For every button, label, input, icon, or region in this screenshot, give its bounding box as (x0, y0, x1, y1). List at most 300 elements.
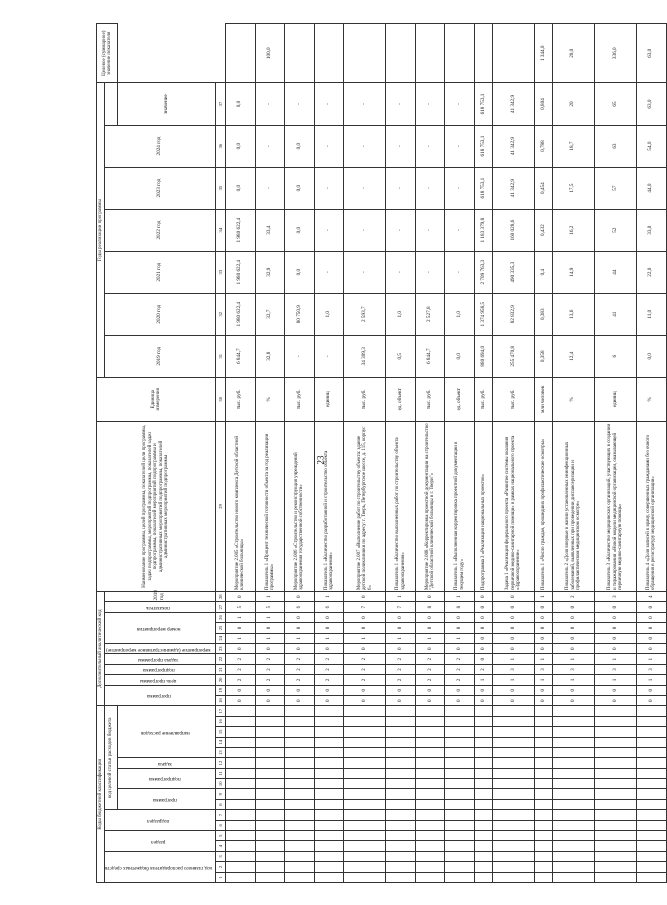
code-digit-cell: 0 (255, 685, 285, 695)
mer-num-header: номер мероприятия (104, 612, 216, 643)
code-digit-cell (344, 737, 386, 747)
code-digit-cell: 0 (255, 644, 285, 654)
row-unit-cell: тыс. руб. (475, 377, 493, 421)
year-value-cell: - (386, 83, 416, 125)
code-digit-cell (636, 851, 666, 861)
code-digit-cell (636, 789, 666, 799)
row-name-cell: Показатель 1 «Количество выполненных работ по строительству объекта здравоохранения» (386, 421, 416, 591)
program-table (96, 23, 667, 883)
code-digit-cell (492, 851, 534, 861)
code-digit-cell (475, 747, 493, 757)
code-digit-cell (534, 758, 552, 768)
code-digit-cell: 0 (534, 612, 552, 622)
code-digit-cell (636, 737, 666, 747)
code-digit-cell (552, 789, 594, 799)
year-value-cell: 618 753,1 (475, 167, 493, 209)
code-digit-cell: 0 (285, 644, 315, 654)
code-digit-cell: 0 (636, 612, 666, 622)
column-number-cell: 36 (216, 125, 226, 167)
row-name-cell: Мероприятие 2.007 «Выполнение работ по строительству объекта: здание детской поликлиники по адресу: г. Тверь, Петербургское шоссе, д. 115, корпус 6» (344, 421, 386, 591)
csr-direction-header: направление расходов (118, 706, 216, 758)
code-digit-cell: 1 (636, 675, 666, 685)
code-digit-cell (492, 737, 534, 747)
year-value-cell: 0,0 (285, 251, 315, 293)
code-digit-cell (594, 706, 636, 716)
year-value-cell: 880 694,0 (475, 335, 493, 377)
code-digit-cell (492, 768, 534, 778)
code-digit-cell (344, 768, 386, 778)
code-digit-cell: 0 (475, 654, 493, 664)
code-digit-cell (314, 789, 344, 799)
code-digit-cell: 0 (285, 623, 315, 633)
code-digit-cell (415, 737, 445, 747)
code-digit-cell (255, 831, 285, 841)
extra-code-header: Дополнительный аналитический код (97, 591, 105, 705)
code-digit-cell: 0 (445, 644, 475, 654)
year-value-cell: - (445, 167, 475, 209)
code-digit-cell (445, 789, 475, 799)
code-digit-cell (636, 706, 666, 716)
row-unit-cell: % (552, 377, 594, 421)
code-digit-cell: 0 (226, 591, 256, 601)
year-value-cell: - (314, 209, 344, 251)
column-number-cell: 23 (216, 644, 226, 654)
column-number-cell: 19 (216, 685, 226, 695)
code-digit-cell (492, 789, 534, 799)
code-digit-cell (534, 841, 552, 851)
code-digit-cell (344, 747, 386, 757)
code-digit-cell (255, 716, 285, 726)
code-digit-cell (285, 831, 315, 841)
code-digit-cell: 0 (534, 685, 552, 695)
code-digit-cell (552, 758, 594, 768)
code-digit-cell (534, 706, 552, 716)
final-value-cell (285, 24, 315, 84)
year-value-cell: 1 980 622,4 (226, 251, 256, 293)
code-digit-cell: 2 (445, 664, 475, 674)
code-digit-cell: 1 (415, 633, 445, 643)
year-value-cell: 65 (594, 83, 636, 125)
code-digit-cell (386, 799, 416, 809)
row-name-cell: Показатель 3 «Количество медицинских организаций, участвующих в создании и тиражировании «Новой модели медицинской организации, оказывающей первичную медико-санитарную помощь» (594, 421, 636, 591)
code-digit-cell (445, 716, 475, 726)
row-unit-cell: ед. объект (386, 377, 416, 421)
year-value-cell: 6 (594, 335, 636, 377)
code-digit-cell (344, 820, 386, 830)
header-row-1 (97, 24, 105, 883)
code-digit-cell: 0 (636, 685, 666, 695)
code-digit-cell (552, 716, 594, 726)
code-digit-cell (386, 706, 416, 716)
year-value-cell: 20 (552, 83, 594, 125)
year-value-cell: 82 832,9 (492, 293, 534, 335)
admin-code-header: код главного распорядителя бюджетных средств (104, 851, 216, 882)
code-digit-cell (415, 706, 445, 716)
code-digit-cell (594, 820, 636, 830)
code-digit-cell (386, 747, 416, 757)
column-number-cell: 9 (216, 789, 226, 799)
code-digit-cell: 0 (492, 695, 534, 705)
code-digit-cell (445, 810, 475, 820)
code-digit-cell (415, 758, 445, 768)
year-value-cell: 2 709 763,3 (475, 251, 493, 293)
code-digit-cell (415, 841, 445, 851)
table-row (594, 24, 636, 883)
code-digit-cell (445, 862, 475, 872)
code-digit-cell (552, 841, 594, 851)
table-row (445, 24, 475, 883)
code-digit-cell: 0 (534, 623, 552, 633)
year-value-cell: - (344, 251, 386, 293)
code-digit-cell (226, 779, 256, 789)
code-digit-cell: 1 (344, 633, 386, 643)
year-value-cell: 34 309,3 (344, 335, 386, 377)
code-digit-cell (492, 747, 534, 757)
code-digit-cell (344, 831, 386, 841)
code-digit-cell (314, 779, 344, 789)
code-digit-cell: 0 (636, 623, 666, 633)
year-2018-header: 2018 год (104, 591, 216, 601)
final-value-cell: 20,0 (552, 24, 594, 84)
code-digit-cell (415, 768, 445, 778)
code-digit-cell (344, 799, 386, 809)
code-digit-cell: 5 (226, 602, 256, 612)
code-digit-cell: 3 (594, 664, 636, 674)
code-digit-cell: 0 (226, 685, 256, 695)
code-digit-cell (255, 810, 285, 820)
code-digit-cell (594, 862, 636, 872)
code-digit-cell (594, 789, 636, 799)
year-value-cell: 618 753,1 (475, 125, 493, 167)
code-digit-cell (386, 851, 416, 861)
column-number-cell: 5 (216, 831, 226, 841)
year-value-cell: 33,4 (255, 209, 285, 251)
code-digit-cell (255, 727, 285, 737)
code-digit-cell (534, 727, 552, 737)
code-digit-cell (636, 810, 666, 820)
subsection-header: подраздел (104, 810, 216, 831)
code-digit-cell (552, 872, 594, 882)
code-digit-cell (314, 737, 344, 747)
year-value-cell: 6 844,7 (226, 335, 256, 377)
code-digit-cell (552, 862, 594, 872)
column-number-cell: 24 (216, 633, 226, 643)
code-digit-cell: 2 (255, 654, 285, 664)
code-digit-cell (475, 768, 493, 778)
code-digit-cell (314, 872, 344, 882)
code-digit-cell: 1 (552, 654, 594, 664)
year-value-cell: 17,5 (552, 167, 594, 209)
code-digit-cell (552, 737, 594, 747)
code-digit-cell (475, 799, 493, 809)
code-digit-cell (285, 841, 315, 851)
code-digit-cell (594, 851, 636, 861)
code-digit-cell: 0 (492, 633, 534, 643)
row-name-cell: Мероприятие 2.008 «Корректировка проектной документации на строительство "Детской областной клинической больницы в г. Твери"» (415, 421, 445, 591)
code-digit-cell: 0 (255, 695, 285, 705)
code-digit-cell: 0 (386, 685, 416, 695)
row-name-cell: Показатель 2 «Доля впервые в жизни установленных неинфекционных заболеваний, выявленных при проведении диспансеризации и профилактическом медицинском осмотре» (552, 421, 594, 591)
code-digit-cell: 1 (386, 633, 416, 643)
column-number-cell: 30 (216, 377, 226, 421)
code-digit-cell: 0 (314, 612, 344, 622)
table-body (226, 24, 667, 883)
code-digit-cell: 2 (344, 654, 386, 664)
year-value-cell: - (445, 125, 475, 167)
code-digit-cell (386, 841, 416, 851)
code-digit-cell: 1 (534, 654, 552, 664)
year-value-cell: - (314, 167, 344, 209)
code-digit-cell (492, 872, 534, 882)
final-value-cell (344, 24, 386, 84)
row-unit-cell: тыс. руб. (492, 377, 534, 421)
year-2019-header: 2019 год (104, 335, 216, 377)
code-digit-cell: 2 (386, 664, 416, 674)
code-digit-cell (415, 799, 445, 809)
code-digit-cell: 1 (386, 591, 416, 601)
code-digit-cell (594, 747, 636, 757)
code-digit-cell (534, 716, 552, 726)
code-digit-cell (636, 758, 666, 768)
code-digit-cell (285, 872, 315, 882)
year-value-cell: 41 342,9 (492, 167, 534, 209)
code-digit-cell (636, 727, 666, 737)
year-value-cell: 0,788 (534, 125, 552, 167)
code-digit-cell: 0 (475, 591, 493, 601)
code-digit-cell (492, 716, 534, 726)
code-digit-cell (415, 716, 445, 726)
code-digit-cell (255, 758, 285, 768)
code-digit-cell (415, 810, 445, 820)
year-value-cell: 32,8 (255, 335, 285, 377)
column-number-cell: 7 (216, 810, 226, 820)
year-value-cell: 2 527,8 (415, 293, 445, 335)
code-digit-cell (636, 716, 666, 726)
final-value-cell (226, 24, 256, 84)
code-digit-cell (415, 862, 445, 872)
column-number-cell: 6 (216, 820, 226, 830)
code-digit-cell: 0 (475, 602, 493, 612)
page-number-text: 23 (315, 455, 325, 465)
year-value-cell: - (285, 83, 315, 125)
code-digit-cell (226, 747, 256, 757)
code-digit-cell (445, 872, 475, 882)
table-row (226, 24, 256, 883)
column-number-cell: 25 (216, 623, 226, 633)
column-number-cell: 13 (216, 747, 226, 757)
code-digit-cell (445, 851, 475, 861)
year-value-cell: 1,0 (445, 293, 475, 335)
code-digit-cell (475, 716, 493, 726)
year-value-cell: 63 (594, 125, 636, 167)
code-digit-cell: 0 (492, 623, 534, 633)
column-number-cell: 12 (216, 758, 226, 768)
table-row (255, 24, 285, 883)
code-digit-cell (594, 768, 636, 778)
column-number-cell: 33 (216, 251, 226, 293)
code-digit-cell (534, 799, 552, 809)
year-value-cell: - (344, 209, 386, 251)
year-value-cell: 0,0 (226, 167, 256, 209)
code-digit-cell (255, 768, 285, 778)
code-digit-cell: 1 (255, 612, 285, 622)
year-value-cell: - (314, 83, 344, 125)
code-digit-cell (415, 851, 445, 861)
code-digit-cell (475, 706, 493, 716)
code-digit-cell (226, 727, 256, 737)
year-value-cell: 1,0 (386, 293, 416, 335)
code-digit-cell (386, 779, 416, 789)
year-value-cell: 0,804 (534, 83, 552, 125)
code-digit-cell (445, 779, 475, 789)
code-digit-cell (552, 706, 594, 716)
code-digit-cell: 2 (314, 654, 344, 664)
code-digit-cell (636, 862, 666, 872)
code-digit-cell: 6 (314, 602, 344, 612)
code-digit-cell: 0 (475, 644, 493, 654)
code-digit-cell (226, 789, 256, 799)
code-digit-cell (594, 758, 636, 768)
year-value-cell: 22,0 (636, 251, 666, 293)
row-unit-cell: % (255, 377, 285, 421)
code-digit-cell (636, 799, 666, 809)
code-digit-cell (314, 706, 344, 716)
code-digit-cell (594, 872, 636, 882)
code-digit-cell: 0 (386, 623, 416, 633)
code-digit-cell: 0 (386, 644, 416, 654)
code-digit-cell: 1 (255, 591, 285, 601)
code-digit-cell (314, 768, 344, 778)
year-value-cell: - (415, 251, 445, 293)
code-digit-cell: 0 (594, 644, 636, 654)
code-digit-cell: 0 (636, 633, 666, 643)
code-digit-cell (226, 758, 256, 768)
code-digit-cell: 7 (386, 602, 416, 612)
code-digit-cell: 0 (344, 591, 386, 601)
budget-codes-header: Коды бюджетной классификации (97, 706, 105, 883)
code-digit-cell (226, 799, 256, 809)
code-digit-cell (534, 810, 552, 820)
code-digit-cell (636, 841, 666, 851)
year-value-cell: 0,383 (534, 293, 552, 335)
year-value-cell: 41 (594, 293, 636, 335)
code-digit-cell: 0 (445, 623, 475, 633)
column-number-cell: 1 (216, 872, 226, 882)
code-digit-cell: 4 (636, 591, 666, 601)
year-value-cell: 44,0 (636, 167, 666, 209)
code-digit-cell: 1 (475, 675, 493, 685)
code-digit-cell: 1 (636, 654, 666, 664)
year-value-cell: - (445, 251, 475, 293)
code-digit-cell (314, 851, 344, 861)
row-unit-cell: тыс. руб. (415, 377, 445, 421)
code-digit-cell (314, 820, 344, 830)
code-digit-cell (314, 831, 344, 841)
code-digit-cell: 1 (285, 633, 315, 643)
code-digit-cell (255, 779, 285, 789)
code-digit-cell: 0 (552, 695, 594, 705)
code-digit-cell: 0 (445, 685, 475, 695)
code-digit-cell: 0 (415, 612, 445, 622)
code-digit-cell: 0 (344, 612, 386, 622)
code-digit-cell: 0 (594, 633, 636, 643)
code-digit-cell (226, 716, 256, 726)
code-digit-cell (534, 747, 552, 757)
code-digit-cell (415, 779, 445, 789)
code-digit-cell: 0 (344, 644, 386, 654)
final-value-cell (445, 24, 475, 84)
csr-program-header: программа (118, 789, 216, 810)
code-digit-cell: 1 (314, 633, 344, 643)
final-value-cell (314, 24, 344, 84)
column-number-cell: 28 (216, 591, 226, 601)
code-digit-cell (534, 737, 552, 747)
code-digit-cell (344, 727, 386, 737)
code-digit-cell: 2 (285, 654, 315, 664)
code-digit-cell: 0 (636, 644, 666, 654)
code-digit-cell: 0 (445, 695, 475, 705)
code-digit-cell: 0 (636, 695, 666, 705)
code-digit-cell (314, 799, 344, 809)
year-value-cell: 0,454 (534, 167, 552, 209)
code-digit-cell: 0 (314, 623, 344, 633)
column-number-cell: 31 (216, 335, 226, 377)
code-digit-cell (415, 727, 445, 737)
code-digit-cell (492, 841, 534, 851)
row-name-cell: Показатель 1 «Число граждан, прошедших профилактические осмотры» (534, 421, 552, 591)
year-value-cell: 52 (594, 209, 636, 251)
code-digit-cell: 2 (445, 654, 475, 664)
code-digit-cell (285, 820, 315, 830)
code-digit-cell (636, 872, 666, 882)
final-value-cell (415, 24, 445, 84)
code-digit-cell: 0 (492, 602, 534, 612)
code-digit-cell (492, 779, 534, 789)
year-value-cell: - (255, 83, 285, 125)
year-value-cell: - (415, 83, 445, 125)
year-value-cell: 16,2 (552, 209, 594, 251)
code-digit-cell (344, 841, 386, 851)
table-row (552, 24, 594, 883)
code-digit-cell (492, 727, 534, 737)
code-digit-cell (285, 862, 315, 872)
year-value-cell: 13,6 (552, 293, 594, 335)
code-digit-cell (475, 737, 493, 747)
code-digit-cell (386, 758, 416, 768)
year-value-cell: 1 183 379,8 (475, 209, 493, 251)
code-digit-cell (314, 810, 344, 820)
code-digit-cell (285, 758, 315, 768)
table-row (415, 24, 445, 883)
code-digit-cell (386, 737, 416, 747)
year-value-cell: 490 335,3 (492, 251, 534, 293)
code-digit-cell: 0 (314, 695, 344, 705)
year-value-cell: 80 750,9 (285, 293, 315, 335)
code-digit-cell (492, 706, 534, 716)
code-digit-cell: 0 (415, 644, 445, 654)
code-digit-cell (445, 737, 475, 747)
code-digit-cell (594, 779, 636, 789)
year-value-cell: 18,7 (552, 125, 594, 167)
goal-header: цель программы (104, 675, 216, 685)
code-digit-cell (492, 799, 534, 809)
year-2024-header: 2024 год (104, 125, 216, 167)
code-digit-cell: 0 (475, 685, 493, 695)
code-digit-cell: 0 (344, 623, 386, 633)
row-name-cell: Показатель 4 «Доля записей к врачу, совершенных гражданами без очного обращения в регистратуру медицинской организации» (636, 421, 666, 591)
row-name-cell: Показатель 1 «Количество разработанной и строительство объекта здравоохранения» (314, 421, 344, 591)
code-digit-cell (552, 768, 594, 778)
